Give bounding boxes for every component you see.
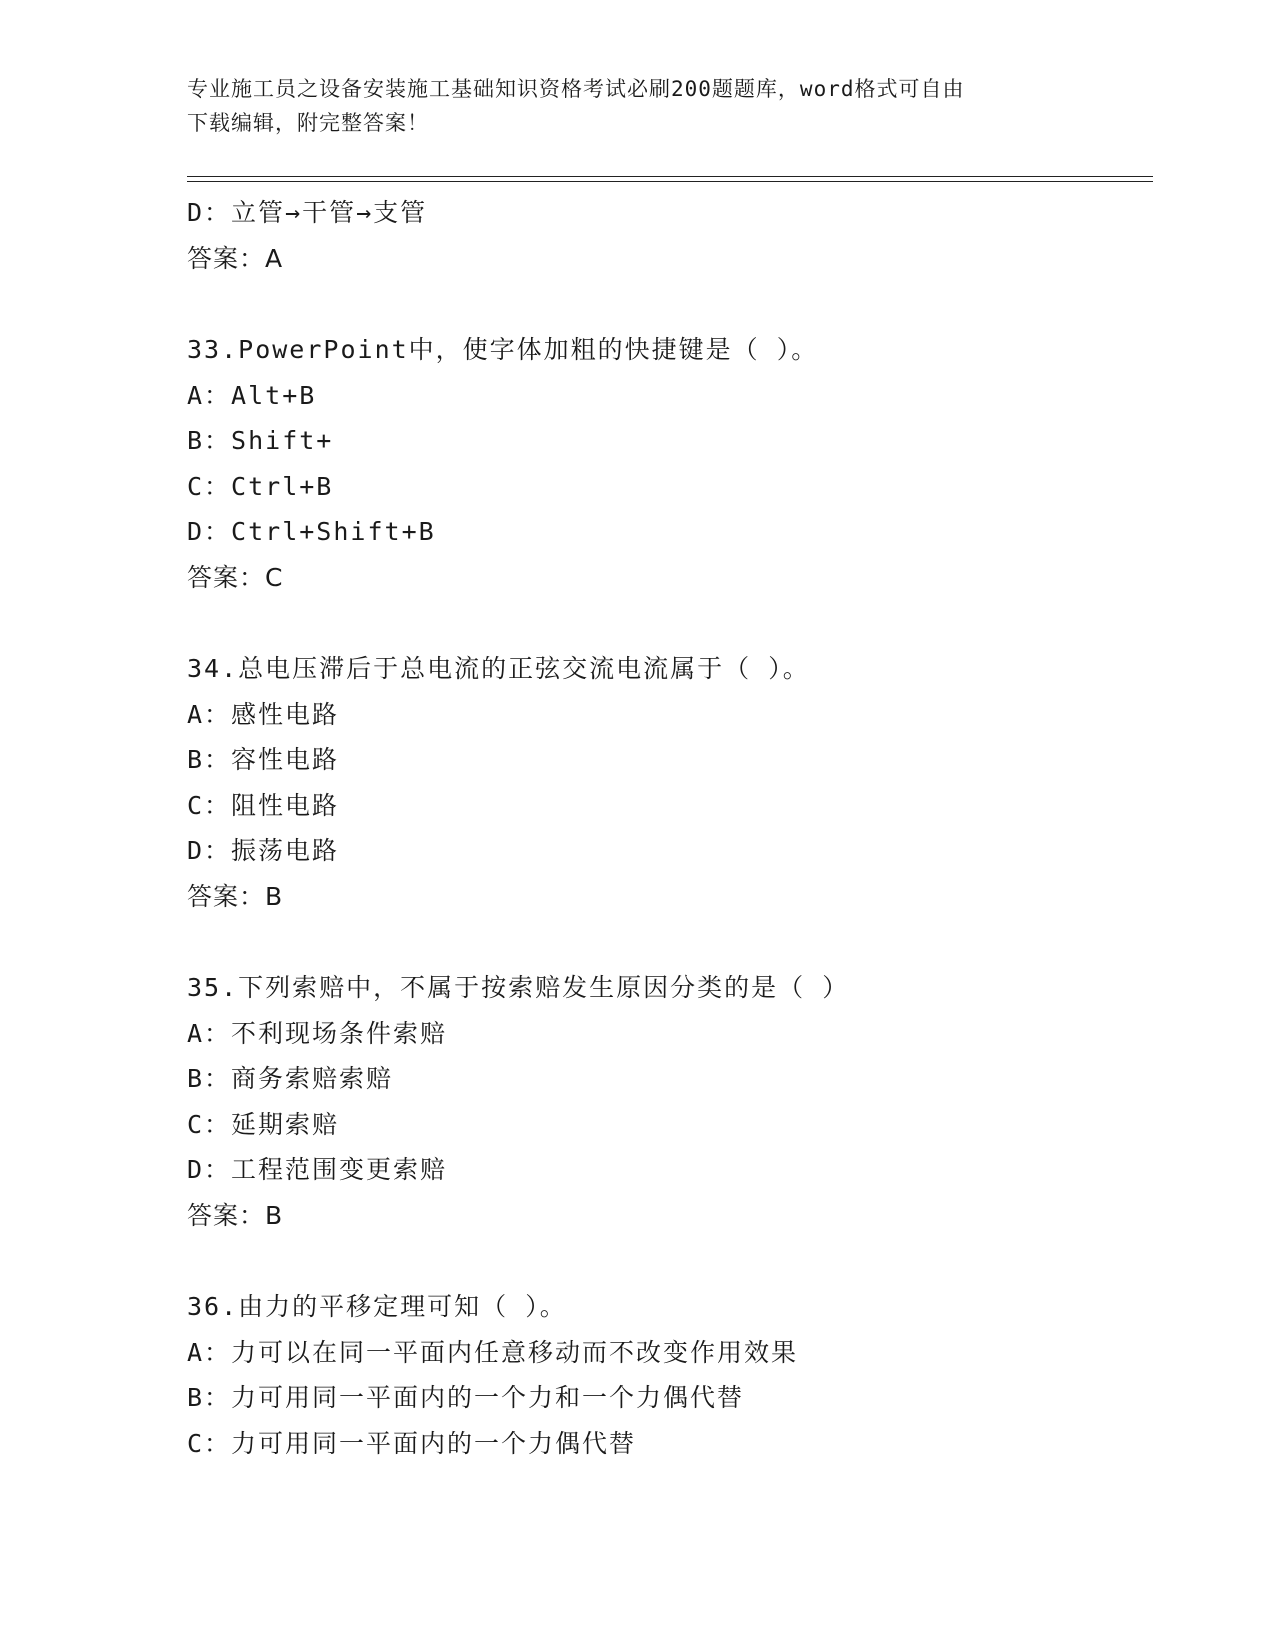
answer: 答案：C [187,562,284,592]
question-block [187,1284,1153,1466]
option-a: A：感性电路 [187,699,340,729]
header-divider-top [187,176,1153,177]
option-c: C：阻性电路 [187,790,340,820]
option-c: C：延期索赔 [187,1109,340,1139]
question-block [187,327,1153,600]
question-block [187,190,1153,281]
answer: 答案：B [187,881,284,911]
option-a: A：不利现场条件索赔 [187,1018,448,1048]
question-text: 33.PowerPoint中，使字体加粗的快捷键是（ ）。 [187,335,819,364]
answer: 答案：A [187,243,284,273]
option-c: C：力可用同一平面内的一个力偶代替 [187,1428,637,1458]
header-line-1: 专业施工员之设备安装施工基础知识资格考试必刷200题题库，word格式可自由 [187,77,965,101]
option-d: D：振荡电路 [187,836,340,865]
option-b: B：容性电路 [187,745,340,774]
question-text: 36.由力的平移定理可知（ ）。 [187,1292,567,1321]
header-line-2: 下载编辑，附完整答案！ [187,111,429,135]
answer: 答案：B [187,1200,284,1230]
question-text: 35.下列索赔中，不属于按索赔发生原因分类的是（ ） [187,973,850,1002]
option-b: B：商务索赔索赔 [187,1064,394,1093]
option-c: C：Ctrl+B [187,471,334,501]
option-a: A：力可以在同一平面内任意移动而不改变作用效果 [187,1337,799,1367]
question-text: 34.总电压滞后于总电流的正弦交流电流属于（ ）。 [187,654,810,683]
option-b: B：Shift+ [187,426,334,455]
option-b: B：力可用同一平面内的一个力和一个力偶代替 [187,1383,745,1412]
option-d: D：工程范围变更索赔 [187,1155,448,1184]
option-a: A：Alt+B [187,380,317,410]
document-header [187,72,1067,140]
option-d: D：Ctrl+Shift+B [187,517,436,546]
question-list [187,190,1153,1466]
header-divider-bottom [187,181,1153,182]
question-block [187,646,1153,919]
option-d: D：立管→干管→支管 [187,198,428,227]
question-block [187,965,1153,1238]
